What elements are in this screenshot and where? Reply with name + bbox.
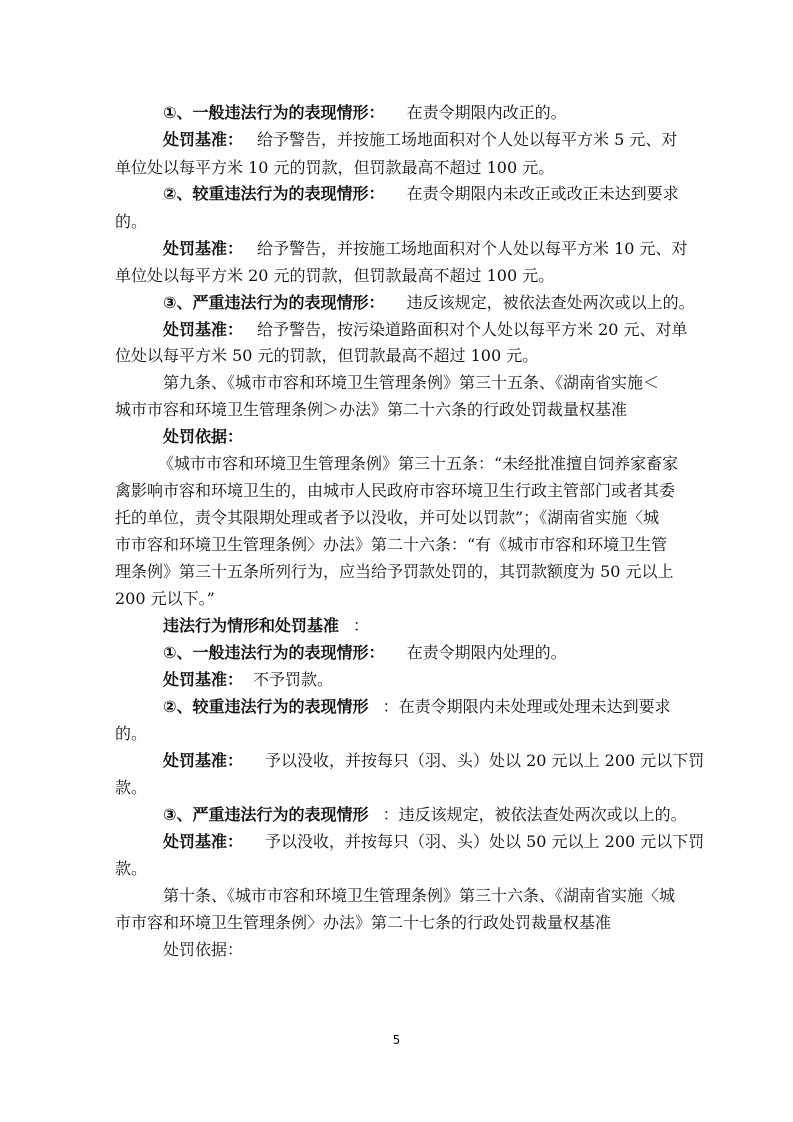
a9-penalty-general-row bbox=[163, 669, 333, 691]
a9-penalty-severe-text: 予以没收，并按每只（羽、头）处以 50 元以上 200 元以下罚 bbox=[265, 832, 705, 851]
a9-offense-serious-label: ②、较重违法行为的表现情形 bbox=[163, 697, 369, 716]
article-9-basis-label: 处罚依据： bbox=[163, 427, 244, 446]
offense-severe-row bbox=[163, 292, 695, 314]
penalty-serious-label: 处罚基准： bbox=[163, 239, 244, 258]
penalty-serious-row bbox=[163, 238, 688, 260]
a9-penalty-severe-cont: 款。 bbox=[115, 859, 148, 878]
article-9-heading: 违法行为情形和处罚基准 bbox=[163, 616, 340, 635]
a9-offense-serious-row bbox=[163, 696, 671, 718]
a9-penalty-serious-cont: 款。 bbox=[115, 778, 148, 797]
a9-offense-general-text: 在责令期限内处理的。 bbox=[406, 643, 567, 662]
penalty-severe-text: 给予警告，按污染道路面积对个人处以每平方米 20 元、对单 bbox=[257, 320, 688, 339]
a9-offense-severe-text: ：违反该规定，被依法查处两次或以上的。 bbox=[382, 805, 687, 824]
offense-serious-text: 在责令期限内未改正或改正未达到要求 bbox=[406, 184, 679, 203]
offense-general-text: 在责令期限内改正的。 bbox=[406, 103, 567, 122]
penalty-general-label: 处罚基准： bbox=[163, 130, 244, 149]
article-9-title: 第九条、《城市市容和环境卫生管理条例》第三十五条、《湖南省实施＜ bbox=[163, 373, 660, 392]
a9-offense-severe-row bbox=[163, 804, 687, 826]
penalty-severe-row bbox=[163, 319, 688, 341]
a9-offense-general-label: ①、一般违法行为的表现情形： bbox=[163, 643, 385, 662]
article-10-title: 第十条、《城市市容和环境卫生管理条例》第三十六条、《湖南省实施〈城 bbox=[163, 886, 676, 905]
article-9-title-cont: 城市市容和环境卫生管理条例＞办法》第二十六条的行政处罚裁量权基准 bbox=[115, 400, 628, 419]
page-number: 5 bbox=[392, 1033, 401, 1047]
article-9-basis-line-2: 禽影响市容和环境卫生的，由城市人民政府市容环境卫生行政主管部门或者其委 bbox=[115, 481, 676, 500]
article-9-heading-row bbox=[163, 615, 369, 637]
a9-offense-serious-text: ：在责令期限内未处理或处理未达到要求 bbox=[382, 697, 671, 716]
offense-general-label: ①、一般违法行为的表现情形： bbox=[163, 103, 385, 122]
article-9-basis-line-5: 理条例》第三十五条所列行为，应当给予罚款处罚的，其罚款额度为 50 元以上 bbox=[115, 562, 674, 581]
offense-severe-label: ③、严重违法行为的表现情形： bbox=[163, 293, 385, 312]
penalty-general-row bbox=[163, 129, 677, 151]
penalty-general-cont: 单位处以每平方米 10 元的罚款，但罚款最高不超过 100 元。 bbox=[115, 158, 555, 177]
penalty-severe-cont: 位处以每平方米 50 元的罚款，但罚款最高不超过 100 元。 bbox=[115, 346, 539, 365]
a9-penalty-serious-label: 处罚基准： bbox=[163, 751, 244, 770]
penalty-general-text: 给予警告，并按施工场地面积对个人处以每平方米 5 元、对 bbox=[257, 130, 678, 149]
article-9-basis-line-3: 托的单位，责令其限期处理或者予以没收，并可处以罚款”；《湖南省实施〈城 bbox=[115, 508, 660, 527]
penalty-serious-text: 给予警告，并按施工场地面积对个人处以每平方米 10 元、对 bbox=[257, 239, 688, 258]
a9-penalty-serious-row bbox=[163, 750, 704, 772]
offense-serious-row bbox=[163, 183, 679, 205]
a9-penalty-serious-text: 予以没收，并按每只（羽、头）处以 20 元以上 200 元以下罚 bbox=[265, 751, 705, 770]
article-9-basis-line-6: 200 元以下。” bbox=[115, 589, 215, 608]
a9-penalty-general-label: 处罚基准： bbox=[163, 670, 244, 689]
a9-penalty-general-text: 不予罚款。 bbox=[253, 670, 334, 689]
article-10-basis-label: 处罚依据： bbox=[163, 940, 244, 959]
article-10-title-cont: 市市容和环境卫生管理条例〉办法》第二十七条的行政处罚裁量权基准 bbox=[115, 913, 612, 932]
a9-penalty-severe-row bbox=[163, 831, 704, 853]
a9-penalty-severe-label: 处罚基准： bbox=[163, 832, 244, 851]
offense-severe-text: 违反该规定，被依法查处两次或以上的。 bbox=[406, 293, 695, 312]
a9-offense-severe-label: ③、严重违法行为的表现情形 bbox=[163, 805, 369, 824]
article-9-basis-line-4: 市市容和环境卫生管理条例〉办法》第二十六条：“有《城市市容和环境卫生管 bbox=[115, 535, 668, 554]
offense-serious-cont: 的。 bbox=[115, 212, 148, 231]
offense-general-row bbox=[163, 102, 567, 124]
penalty-severe-label: 处罚基准： bbox=[163, 320, 244, 339]
offense-serious-label: ②、较重违法行为的表现情形： bbox=[163, 184, 385, 203]
a9-offense-serious-cont: 的。 bbox=[115, 724, 148, 743]
a9-offense-general-row bbox=[163, 642, 567, 664]
penalty-serious-cont: 单位处以每平方米 20 元的罚款，但罚款最高不超过 100 元。 bbox=[115, 266, 555, 285]
article-9-basis-line-1: 《城市市容和环境卫生管理条例》第三十五条：“未经批准擅自饲养家畜家 bbox=[158, 454, 679, 473]
article-9-heading-colon: ： bbox=[353, 616, 370, 635]
